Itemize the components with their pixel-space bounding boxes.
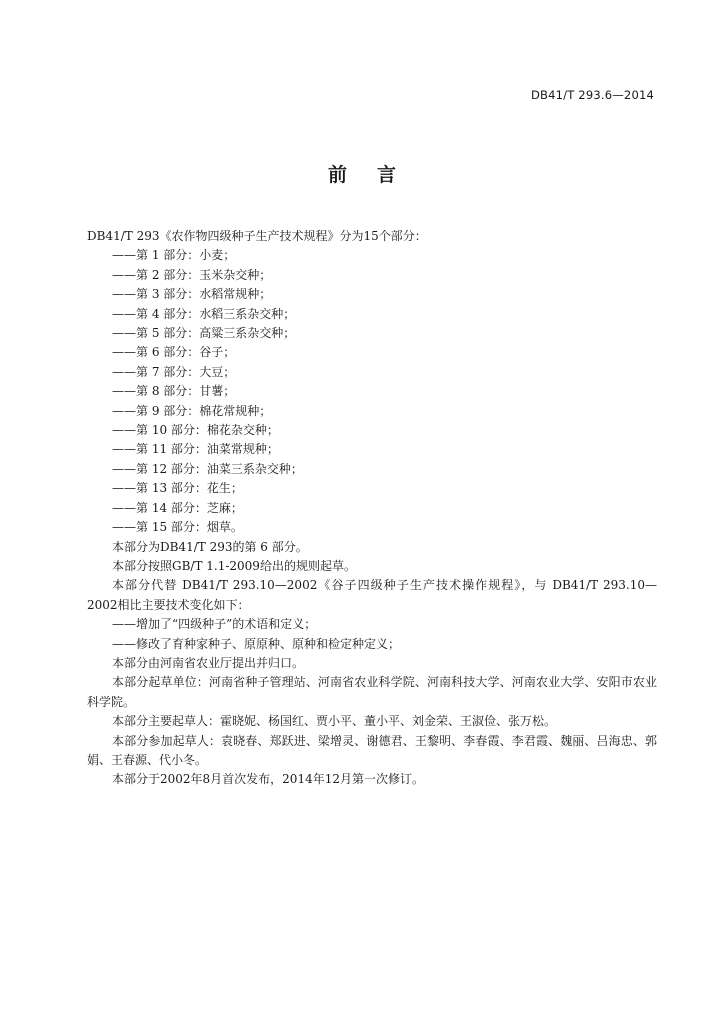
list-item: ——第 2 部分：玉米杂交种； xyxy=(112,267,272,282)
intro-line: DB41/T 293《农作物四级种子生产技术规程》分为15个部分： xyxy=(87,229,427,243)
list-item: ——第 1 部分：小麦； xyxy=(112,248,236,263)
document-code: DB41/T 293.6—2014 xyxy=(530,88,654,102)
drafting-rules-statement: 本部分按照GB/T 1.1-2009给出的规则起草。 xyxy=(112,558,356,573)
change-item: ——增加了“四级种子”的术语和定义； xyxy=(112,617,317,632)
parts-list xyxy=(87,246,657,537)
list-item: ——第 6 部分：谷子； xyxy=(112,345,236,360)
proposed-by-statement: 本部分由河南省农业厅提出并归口。 xyxy=(112,655,305,670)
replaces-statement: 本部分代替 DB41/T 293.10—2002《谷子四级种子生产技术操作规程》，与 DB41/T 293.10—2002相比主要技术变化如下： xyxy=(87,578,657,612)
list-item: ——第 12 部分：油菜三系杂交种； xyxy=(112,461,303,476)
list-item: ——第 9 部分：棉花常规种； xyxy=(112,403,272,418)
list-item: ——第 5 部分：高粱三系杂交种； xyxy=(112,326,296,341)
list-item: ——第 7 部分：大豆； xyxy=(112,364,236,379)
foreword-body xyxy=(87,227,657,790)
list-item: ——第 3 部分：水稻常规种； xyxy=(112,287,272,302)
list-item: ——第 10 部分：棉花杂交种； xyxy=(112,423,279,438)
main-drafters-statement: 本部分主要起草人：霍晓妮、杨国红、贾小平、董小平、刘金荣、王淑俭、张万松。 xyxy=(112,714,557,729)
page-title: 前言 xyxy=(327,164,426,186)
part-of-statement: 本部分为DB41/T 293的第 6 部分。 xyxy=(112,539,308,554)
change-item: ——修改了育种家种子、原原种、原种和检定种定义； xyxy=(112,636,401,651)
list-item: ——第 11 部分：油菜常规种； xyxy=(112,442,279,457)
list-item: ——第 13 部分：花生； xyxy=(112,481,243,496)
list-item: ——第 15 部分：烟草。 xyxy=(112,520,243,535)
list-item: ——第 8 部分：甘薯； xyxy=(112,384,236,399)
participating-drafters-statement: 本部分参加起草人：袁晓春、郑跃进、梁增灵、谢德君、王黎明、李春霞、李君霞、魏丽、吕海忠、郭娟、王春源、代小冬。 xyxy=(87,733,657,767)
list-item: ——第 14 部分：芝麻； xyxy=(112,500,243,515)
publication-statement: 本部分于2002年8月首次发布，2014年12月第一次修订。 xyxy=(112,772,424,787)
drafting-units-statement: 本部分起草单位：河南省种子管理站、河南省农业科学院、河南科技大学、河南农业大学、安阳市农业科学院。 xyxy=(87,675,657,709)
list-item: ——第 4 部分：水稻三系杂交种； xyxy=(112,306,296,321)
